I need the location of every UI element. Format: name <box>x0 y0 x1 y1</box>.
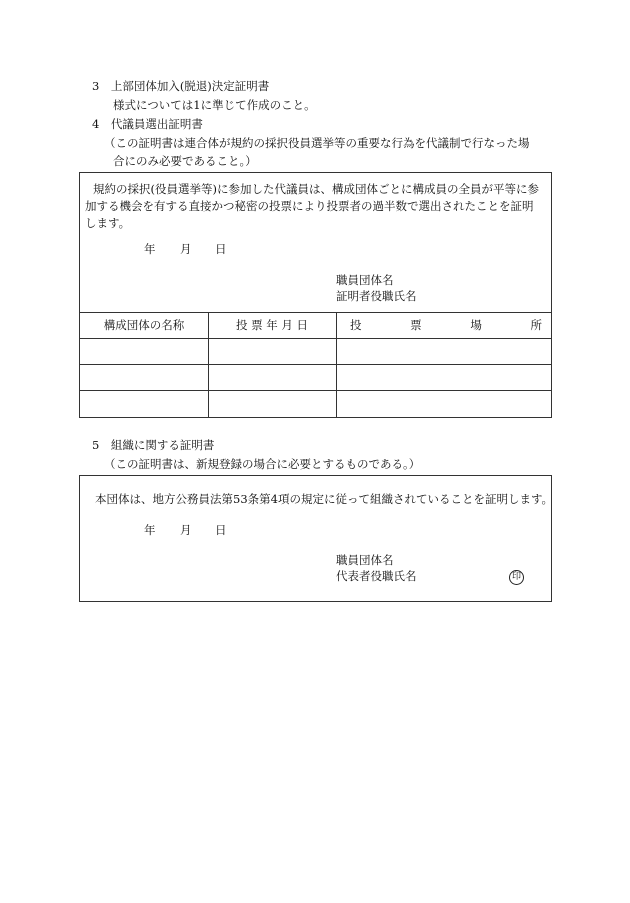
delegate-certificate-form <box>79 172 552 418</box>
form4-body-line3: します。 <box>85 216 131 230</box>
table-header-org-name: 構成団体の名称 <box>103 318 185 332</box>
section4-note-line1: （この証明書は連合体が規約の採択役員選挙等の重要な行為を代議制で行なった場 <box>104 136 530 150</box>
form5-org-label: 職員団体名 <box>336 553 394 567</box>
table-top-rule <box>80 312 551 313</box>
table-header-vote-place-char: 票 <box>410 318 422 332</box>
section4-note-line2: 合にのみ必要であること。） <box>113 154 257 168</box>
table-header-vote-place-char: 投 <box>350 318 362 332</box>
form4-org-label: 職員団体名 <box>336 273 394 287</box>
section4-heading: 4 代議員選出証明書 <box>92 117 203 131</box>
table-header-rule <box>80 338 551 339</box>
table-header-vote-place <box>350 319 542 333</box>
form5-signer-label: 代表者役職氏名 <box>336 569 417 583</box>
table-row[interactable] <box>338 392 549 414</box>
table-column-rule <box>336 312 337 417</box>
seal-mark: 印 <box>509 570 524 585</box>
form4-body-line1: 規約の採択(役員選挙等)に参加した代議員は、構成団体ごとに構成員の全員が平等に参 <box>93 182 539 196</box>
form5-body: 本団体は、地方公務員法第53条第4項の規定に従って組織されていることを証明します。 <box>95 492 554 506</box>
table-row[interactable] <box>82 340 206 362</box>
section3-note: 様式については1に準じて作成のこと。 <box>113 98 316 112</box>
table-row[interactable] <box>210 340 334 362</box>
table-row[interactable] <box>210 366 334 388</box>
table-row-rule <box>80 390 551 391</box>
table-header-vote-date: 投 票 年 月 日 <box>235 318 309 332</box>
table-header-vote-place-char: 場 <box>470 318 482 332</box>
table-header-vote-place-char: 所 <box>530 318 542 332</box>
table-row[interactable] <box>210 392 334 414</box>
form5-date-day: 日 <box>215 523 227 537</box>
table-row[interactable] <box>82 392 206 414</box>
table-row[interactable] <box>338 340 549 362</box>
section5-heading: 5 組織に関する証明書 <box>92 438 215 452</box>
form4-body-line2: 加する機会を有する直接かつ秘密の投票により投票者の過半数で選出されたことを証明 <box>85 199 534 213</box>
form5-date-month: 月 <box>180 523 192 537</box>
section3-heading: 3 上部団体加入(脱退)決定証明書 <box>92 79 270 93</box>
table-row[interactable] <box>82 366 206 388</box>
table-row[interactable] <box>338 366 549 388</box>
form4-signer-label: 証明者役職氏名 <box>336 289 417 303</box>
section5-note: （この証明書は、新規登録の場合に必要とするものである。） <box>104 457 421 471</box>
form5-date-year: 年 <box>144 523 156 537</box>
form4-date-month: 月 <box>180 242 192 256</box>
table-row-rule <box>80 364 551 365</box>
form4-date-year: 年 <box>144 242 156 256</box>
form4-date-day: 日 <box>215 242 227 256</box>
organization-certificate-form <box>79 475 552 602</box>
